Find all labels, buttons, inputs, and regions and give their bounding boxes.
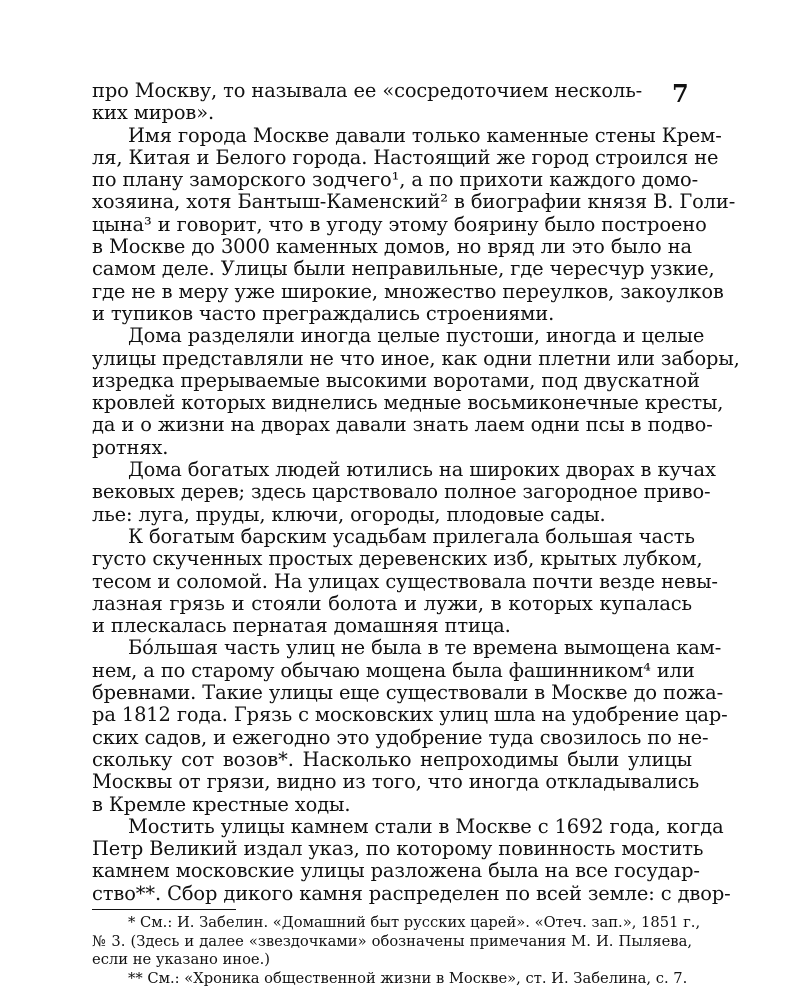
footnote-line: ** См.: «Хроника общественной жизни в Москве», ст. И. Забелина, с. 7. [128,969,688,987]
text-line: про Москву, то называла ее «сосредоточием несколь- [92,79,643,102]
text-line: вековых дерев; здесь царствовало полное загородное приво- [92,480,711,504]
text-line: ких миров». [92,101,215,125]
text-line: Бо́льшая часть улиц не была в те времена вымощена кам- [128,636,722,660]
main-text [92,79,740,988]
text-line: Петр Великий издал указ, по которому повинность мостить [92,837,704,861]
text-line: самом деле. Улицы были неправильные, где чересчур узкие, [92,257,715,281]
text-line: Имя города Москве давали только каменные стены Крем- [128,123,722,147]
text-line: кровлей которых виднелись медные восьмиконечные кресты, [92,391,724,415]
text-line: Мостить улицы камнем стали в Москве с 1692 года, когда [128,814,724,838]
text-line: К богатым барским усадьбам прилегала большая часть [128,524,695,548]
text-line: густо скученных простых деревенских изб, крытых лубком, [92,547,703,571]
text-line: нем, а по старому обычаю мощена была фашинником⁴ или [92,658,695,682]
text-line: бревнами. Такие улицы еще существовали в Москве до пожа- [92,681,724,705]
text-line: ских садов, и ежегодно это удобрение туда свозилось по не- [92,725,709,749]
text-line: ля, Китая и Белого города. Настоящий же город строился не [92,145,719,169]
text-line: где не в меру уже широкие, множество переулков, закоулков [92,279,724,303]
text-line: да и о жизни на дворах давали знать лаем одни псы в подво- [92,413,713,437]
body-text [92,79,740,905]
text-line: скольку сот возов*. Насколько непроходимы были улицы [92,747,692,771]
footnote-separator [92,909,236,910]
text-line: улицы представляли не что иное, как одни плетни или заборы, [92,346,740,370]
text-line: ротнях. [92,435,169,459]
text-line: лазная грязь и стояли болота и лужи, в которых купалась [92,591,692,615]
text-line: ра 1812 года. Грязь с московских улиц шла на удобрение цар- [92,703,728,727]
text-line: изредка прерываемые высокими воротами, под двускатной [92,368,700,392]
text-line: ство**. Сбор дикого камня распределен по всей земле: с двор- [92,881,731,905]
text-line: тесом и соломой. На улицах существовала почти везде невы- [92,569,718,593]
text-line: в Кремле крестные ходы. [92,792,351,816]
footnote-line: если не указано иное.) [92,951,271,969]
text-line: Москвы от грязи, видно из того, что иногда откладывались [92,770,700,794]
text-line: по плану заморского зодчего¹, а по прихоти каждого домо- [92,168,699,192]
text-line: Дома разделяли иногда целые пустоши, иногда и целые [128,324,705,348]
text-line: цына³ и говорит, что в угоду этому боярину было построено [92,212,707,236]
text-line: лье: луга, пруды, ключи, огороды, плодовые сады. [92,502,606,526]
text-line: Дома богатых людей ютились на широких дворах в кучах [128,458,716,482]
footnotes [92,913,701,988]
page-number: 7 [672,79,689,108]
text-line: и тупиков часто преграждались строениями. [92,301,555,325]
footnote-line: № 3. (Здесь и далее «звездочками» обозначены примечания М. И. Пыляева, [92,932,692,950]
text-line: хозяина, хотя Бантыш-Каменский² в биографии князя В. Голи- [92,190,736,214]
text-line: в Москве до 3000 каменных домов, но вряд ли это было на [92,235,692,259]
text-line: и плескалась пернатая домашняя птица. [92,614,511,638]
text-line: камнем московские улицы разложена была на все государ- [92,859,700,883]
footnote-line: * См.: И. Забелин. «Домашний быт русских царей». «Отеч. зап.», 1851 г., [128,913,701,931]
